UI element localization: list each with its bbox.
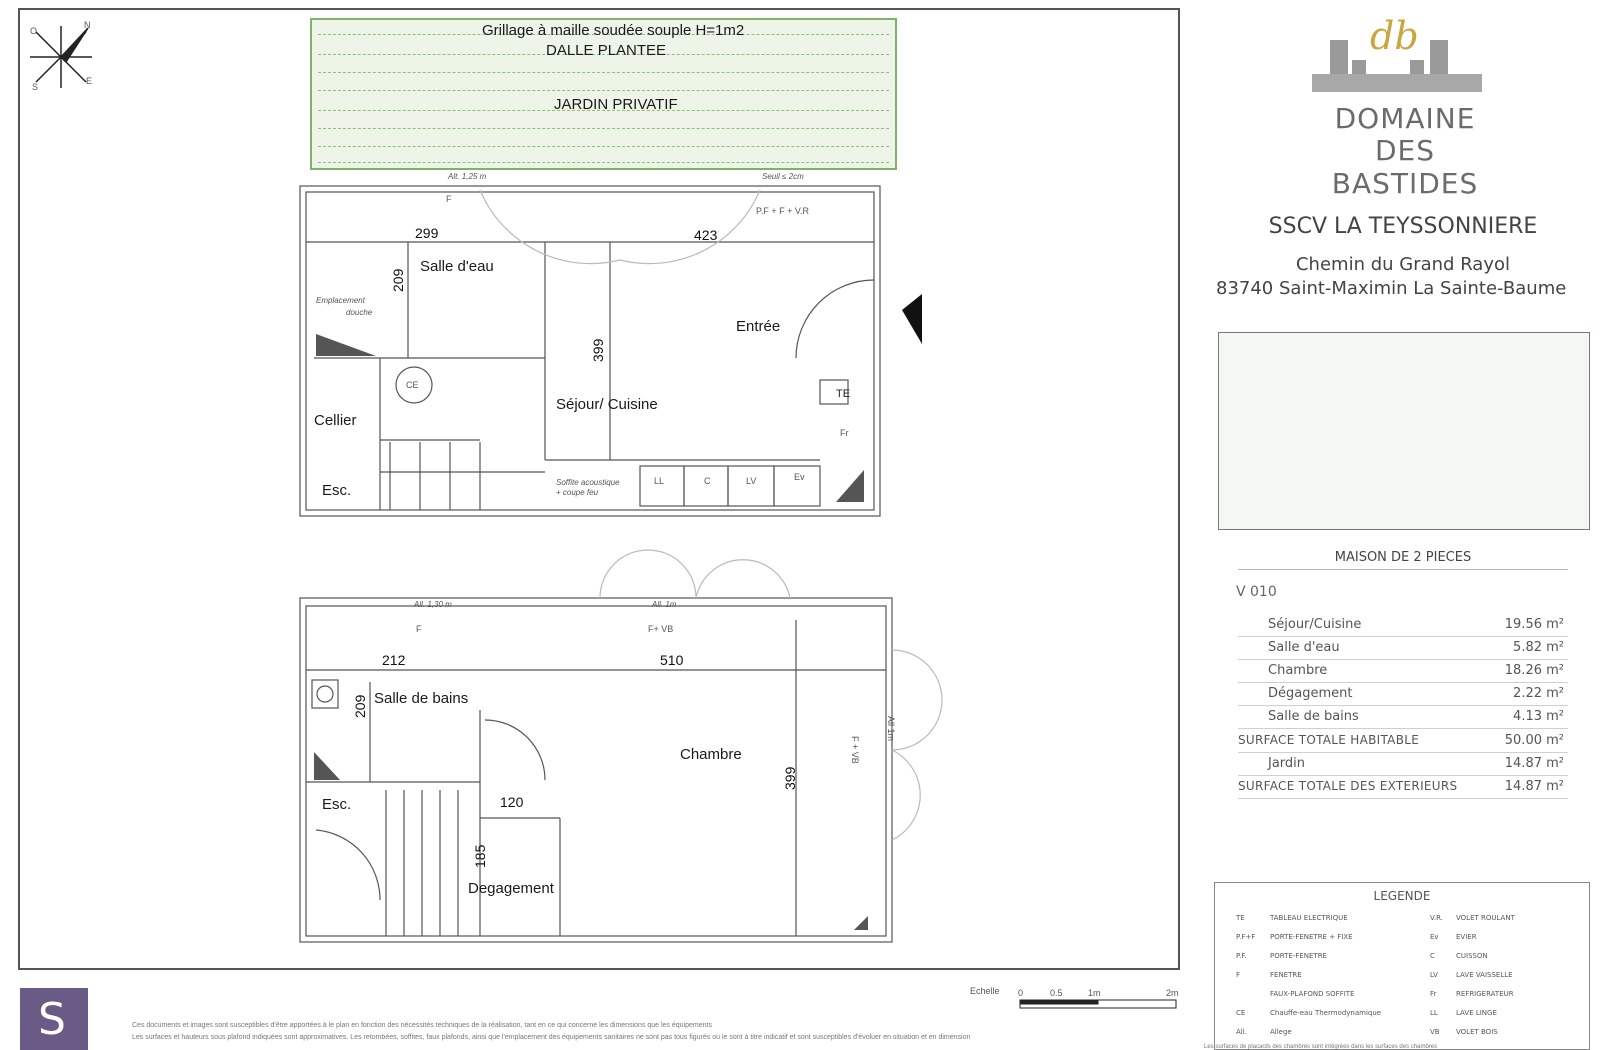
dim-423: 423 xyxy=(694,227,718,243)
dim-120: 120 xyxy=(500,794,524,810)
dim-209-uf: 209 xyxy=(352,694,368,718)
legend-text: Chauffe-eau Thermodynamique xyxy=(1270,1009,1382,1017)
soffit-note-2: + coupe feu xyxy=(556,488,599,497)
threshold-note: Seuil ≤ 2cm xyxy=(762,172,804,181)
compass-icon xyxy=(30,26,92,88)
height-note-uf-1: All. 1,30 m xyxy=(414,600,452,609)
surface-row: Salle d'eau 5.82 m² xyxy=(1238,637,1568,660)
legend-code: Ev xyxy=(1430,933,1439,941)
f-code-uf: F xyxy=(416,624,422,634)
company-name: SSCV LA TEYSSONNIERE xyxy=(1268,214,1538,239)
room-cellier: Cellier xyxy=(314,412,357,429)
ev-label: Ev xyxy=(794,472,805,482)
ll-label: LL xyxy=(654,476,665,486)
legend-title: LEGENDE xyxy=(1373,889,1431,903)
legend-code: P.F+F xyxy=(1236,933,1256,941)
footer-note-1: Ces documents et images sont susceptibles d'être apportées à le plan en fonction des nécessités techniques de la réalisation, tant en ce qui concerne les dimensions que les équipements xyxy=(132,1022,712,1029)
surface-row: Séjour/Cuisine 19.56 m² xyxy=(1238,614,1568,637)
room-salle-eau: Salle d'eau xyxy=(420,258,494,275)
shower-note-1: Emplacement xyxy=(316,296,365,305)
surface-row: Salle de bains 4.13 m² xyxy=(1238,706,1568,729)
legend-code: V.R. xyxy=(1430,914,1443,922)
total-habitable-row: SURFACE TOTALE HABITABLE 50.00 m² xyxy=(1238,730,1568,753)
room-degagement: Degagement xyxy=(468,880,554,897)
compass-e-label: E xyxy=(86,76,93,86)
total-ext-row: SURFACE TOTALE DES EXTERIEURS 14.87 m² xyxy=(1238,776,1568,799)
fence-label: Grillage à maille soudée souple H=1m2 xyxy=(482,22,745,39)
room-entree: Entrée xyxy=(736,318,781,335)
address-line-2: 83740 Saint-Maximin La Sainte-Baume xyxy=(1216,278,1567,299)
soffit-note-1: Soffite acoustique xyxy=(556,478,620,487)
side-note-1: F + VB xyxy=(850,736,860,764)
legend-code: F xyxy=(1236,971,1241,979)
surface-row: Dégagement 2.22 m² xyxy=(1238,683,1568,706)
room-sejour: Séjour/ Cuisine xyxy=(556,396,658,413)
legend-text: REFRIGERATEUR xyxy=(1456,990,1514,998)
dim-185: 185 xyxy=(472,844,488,868)
esc-label-uf: Esc. xyxy=(322,796,352,813)
height-note-gf: Alt. 1,25 m xyxy=(448,172,487,181)
dim-209-gf: 209 xyxy=(390,268,406,292)
legend-text: LAVE VAISSELLE xyxy=(1456,971,1513,979)
legend-code: CE xyxy=(1236,1009,1246,1017)
legend-code: LL xyxy=(1430,1009,1438,1017)
garden-label: JARDIN PRIVATIF xyxy=(554,96,678,113)
shower-note-2: douche xyxy=(346,308,373,317)
surface-row: Chambre 18.26 m² xyxy=(1238,660,1568,683)
legend-code: VB xyxy=(1430,1028,1440,1036)
window-code-f: F xyxy=(446,194,452,204)
lot-number: V 010 xyxy=(1236,584,1277,600)
legend-text: FENETRE xyxy=(1270,971,1302,979)
scale-tick-2: 2m xyxy=(1166,988,1179,998)
legend-code: P.F. xyxy=(1236,952,1247,960)
fvb-code-uf: F+ VB xyxy=(648,624,674,634)
legend-text: LAVE LINGE xyxy=(1456,1009,1497,1017)
legend-code: Fr xyxy=(1430,990,1437,998)
legend-text: EVIER xyxy=(1456,933,1477,941)
compass-n-label: N xyxy=(84,20,91,30)
site-plan-thumbnail xyxy=(1218,332,1590,530)
compass-s-label: S xyxy=(32,82,39,92)
legend-code: TE xyxy=(1236,914,1245,922)
scale-tick-05: 0.5 xyxy=(1050,988,1063,998)
legend-code: All. xyxy=(1236,1028,1247,1036)
c-label: C xyxy=(704,476,711,486)
height-note-uf-2: All. 1m xyxy=(652,600,677,609)
room-chambre: Chambre xyxy=(680,746,742,763)
dim-299: 299 xyxy=(415,225,439,241)
legend-code: LV xyxy=(1430,971,1438,979)
legend-text: CUISSON xyxy=(1456,952,1488,960)
legend-text: TABLEAU ELECTRIQUE xyxy=(1270,914,1348,922)
room-salle-bains: Salle de bains xyxy=(374,690,469,707)
legend-code: C xyxy=(1430,952,1435,960)
scale-label: Echelle xyxy=(970,986,1000,996)
house-type: MAISON DE 2 PIECES xyxy=(1238,550,1568,570)
window-code-pf: P.F + F + V.R xyxy=(756,206,810,216)
lv-label: LV xyxy=(746,476,757,486)
fr-label: Fr xyxy=(840,428,849,438)
side-note-2: All 1m xyxy=(886,716,896,742)
legend-text: FAUX-PLAFOND SOFFITE xyxy=(1270,990,1355,998)
legend-text: VOLET ROULANT xyxy=(1456,914,1515,922)
legend-text: PORTE-FENETRE xyxy=(1270,952,1327,960)
legend-text: VOLET BOIS xyxy=(1456,1028,1498,1036)
logo-word-1: DOMAINE xyxy=(1334,102,1476,135)
compass-o-label: O xyxy=(30,26,38,36)
legend-bottom-note: Les surfaces de placards des chambres sont intégrées dans les surfaces des chambres xyxy=(1204,1044,1438,1050)
dim-399-uf: 399 xyxy=(782,766,798,790)
footer-note-2: Les surfaces et hauteurs sous plafond indiquées sont approximatives. Les retombées, soffites, faux plafonds, ainsi que l'emplacement des équipements sanitaires ne sont pas tous figurés ou le sont à titre indicatif et sont susceptibles d'évoluer en situation et en dimension xyxy=(132,1034,971,1041)
dim-510: 510 xyxy=(660,652,684,668)
scale-tick-0: 0 xyxy=(1018,988,1024,998)
company-logo: S xyxy=(20,988,88,1050)
logo-mark: db xyxy=(1370,14,1419,58)
slab-label: DALLE PLANTEE xyxy=(546,42,667,59)
dim-212: 212 xyxy=(382,652,406,668)
te-label: TE xyxy=(836,388,851,400)
dim-399-gf: 399 xyxy=(590,338,606,362)
jardin-row: Jardin 14.87 m² xyxy=(1238,753,1568,776)
legend-text: PORTE-FENETRE + FIXE xyxy=(1270,933,1353,941)
scale-tick-1: 1m xyxy=(1088,988,1101,998)
ce-label: CE xyxy=(406,380,419,390)
address-line-1: Chemin du Grand Rayol xyxy=(1295,254,1510,275)
logo-word-2: DES BASTIDES xyxy=(1331,134,1479,200)
esc-label-gf: Esc. xyxy=(322,482,352,499)
legend-box xyxy=(1214,882,1590,1050)
legend-text: Allege xyxy=(1270,1028,1292,1036)
